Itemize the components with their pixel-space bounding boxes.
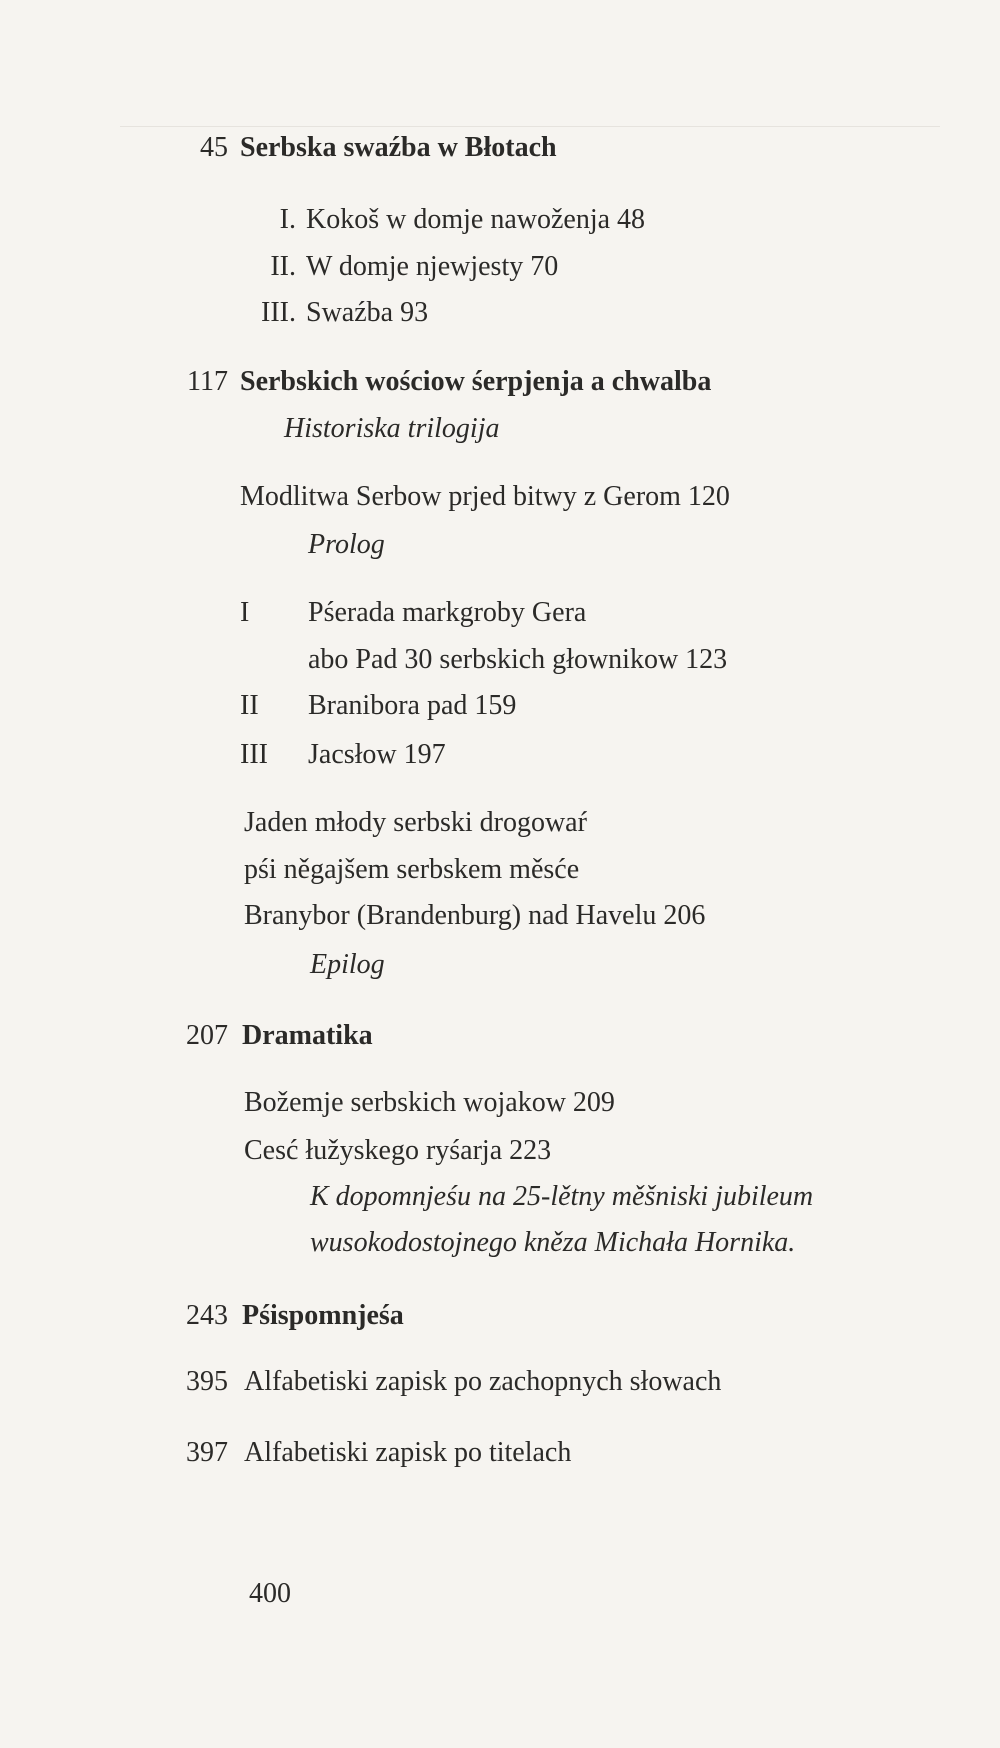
toc-page-number: 45 xyxy=(200,132,228,163)
page-number: 400 xyxy=(249,1578,291,1609)
toc-section-title: Pśispomnjeśa xyxy=(242,1300,404,1331)
toc-entry: Alfabetiski zapisk po titelach xyxy=(244,1437,572,1468)
toc-entry: Cesć łužyskego ryśarja 223 xyxy=(244,1135,552,1166)
toc-page-number: 397 xyxy=(186,1437,228,1468)
toc-entry: W domje njewjesty 70 xyxy=(306,251,559,282)
toc-entry: Jaden młody serbski drogowaŕ xyxy=(244,807,587,838)
toc-entry: Kokoš w domje nawoženja 48 xyxy=(306,204,646,235)
toc-entry: Alfabetiski zapisk po zachopnych słowach xyxy=(244,1366,722,1397)
toc-page-number: 207 xyxy=(186,1020,228,1051)
toc-entry: Jacsłow 197 xyxy=(308,739,446,770)
toc-entry: Pśerada markgroby Gera xyxy=(308,597,587,628)
toc-roman: I. xyxy=(279,204,296,235)
toc-subtitle: wusokodostojnego kněza Michała Hornika. xyxy=(310,1227,796,1258)
toc-subtitle: Prolog xyxy=(308,529,385,560)
toc-entry: pśi něgajšem serbskem měsće xyxy=(244,854,580,885)
toc-page-number: 395 xyxy=(186,1366,228,1397)
toc-entry: abo Pad 30 serbskich głownikow 123 xyxy=(308,644,728,675)
toc-subtitle: Epilog xyxy=(310,949,385,980)
toc-roman: I xyxy=(240,597,250,628)
toc-entry: Swaźba 93 xyxy=(306,297,429,328)
toc-section-title: Serbska swaźba w Błotach xyxy=(240,132,557,163)
toc-roman: III xyxy=(240,739,268,770)
toc-roman: III. xyxy=(261,297,296,328)
toc-entry: Božemje serbskich wojakow 209 xyxy=(244,1087,615,1118)
toc-entry: Branybor (Brandenburg) nad Havelu 206 xyxy=(244,900,706,931)
toc-entry: Branibora pad 159 xyxy=(308,690,517,721)
toc-page-number: 243 xyxy=(186,1300,228,1331)
page-edge-line xyxy=(120,126,940,127)
toc-section-title: Serbskich wościow śerpjenja a chwalba xyxy=(240,366,712,397)
toc-page-number: 117 xyxy=(187,366,228,397)
toc-entry: Modlitwa Serbow prjed bitwy z Gerom 120 xyxy=(240,481,730,512)
toc-subtitle: K dopomnjeśu na 25-lětny měšniski jubileum xyxy=(310,1181,814,1212)
toc-subtitle: Historiska trilogija xyxy=(284,413,500,444)
toc-roman: II xyxy=(240,690,259,721)
toc-section-title: Dramatika xyxy=(242,1020,373,1051)
toc-roman: II. xyxy=(270,251,296,282)
